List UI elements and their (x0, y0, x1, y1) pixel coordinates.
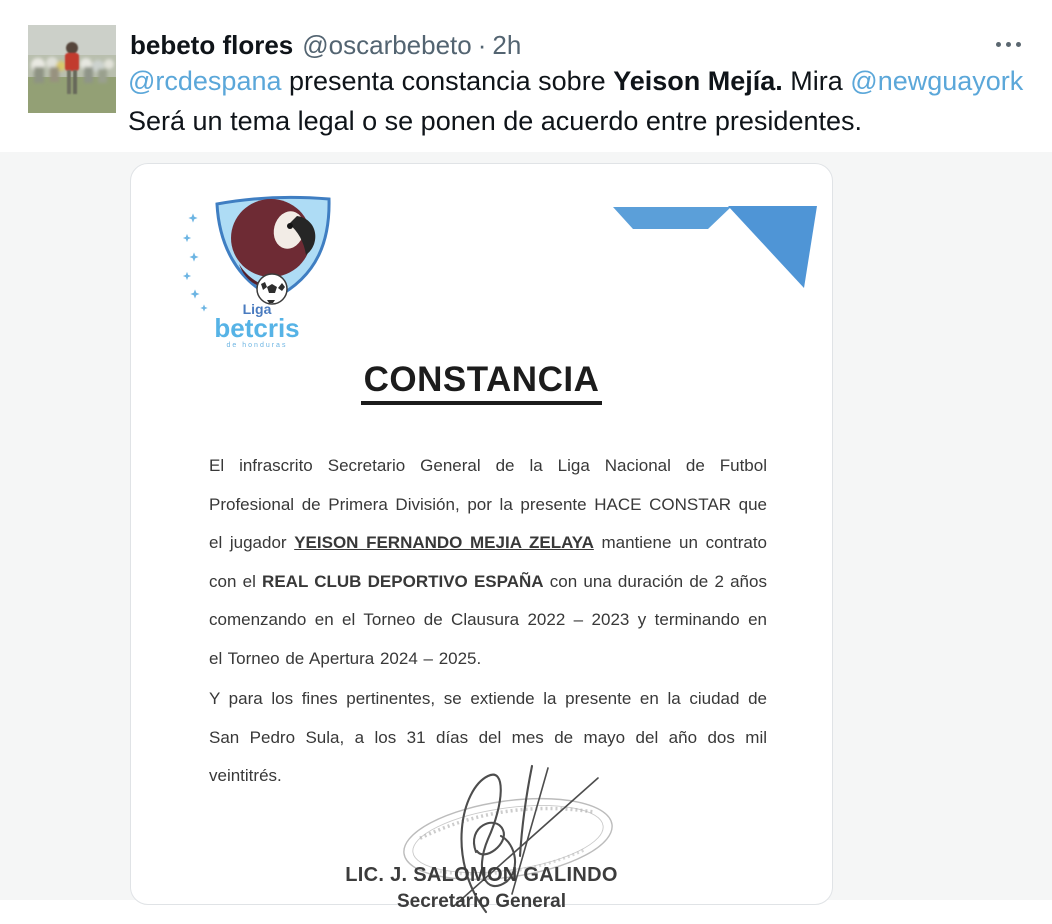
tweet-text-line (128, 62, 1043, 102)
tweet-text-segment: Yeison Mejía. (613, 66, 783, 96)
signatory-name: LIC. J. SALOMON GALINDO (345, 864, 618, 886)
tweet-text-segment: presenta constancia sobre (281, 66, 614, 96)
document-text-segment: YEISON FERNANDO MEJIA ZELAYA (294, 533, 594, 552)
document-text-segment: Y para los fines pertinentes, se extiende la presente en la ciudad de (209, 689, 767, 708)
tweet-header (130, 30, 521, 61)
document-line (209, 524, 767, 563)
more-dot-icon (1006, 42, 1011, 47)
document-line (209, 640, 767, 679)
document-line (209, 447, 767, 486)
document-text-segment: veintitrés. (209, 766, 282, 785)
document-line (209, 719, 767, 758)
document-text-segment: el Torneo de Apertura 2024 – 2025. (209, 648, 482, 668)
more-button[interactable] (992, 38, 1025, 51)
logo-text-betcris: betcris (214, 313, 300, 343)
document-paragraph (209, 447, 767, 678)
tweet-text-segment: Mira (782, 66, 851, 96)
liga-betcris-logo (179, 192, 354, 350)
more-dot-icon (1016, 42, 1021, 47)
avatar[interactable] (28, 25, 116, 113)
mention-link[interactable]: @newguayork (850, 66, 1024, 96)
document-text-segment: REAL CLUB DEPORTIVO ESPAÑA (262, 571, 544, 591)
document-text-segment: Profesional de Primera División, por la presente HACE CONSTAR que (209, 494, 767, 514)
document-title: CONSTANCIA (361, 360, 603, 405)
author-handle[interactable]: @oscarbebeto (302, 30, 472, 60)
signatory-title: Secretario General (397, 891, 566, 912)
document-text-segment: San Pedro Sula, a los 31 días del mes de mayo del año dos mil (209, 727, 767, 747)
corner-decoration (599, 202, 829, 302)
logo-text-country: de honduras (226, 342, 288, 349)
header-separator: · (477, 30, 487, 60)
document-line (209, 563, 767, 602)
tweet-text-segment: Será un tema legal o se ponen de acuerdo entre presidentes. (128, 105, 862, 136)
avatar-image (28, 25, 116, 113)
document-title-row (131, 360, 832, 400)
document-text-segment: comenzando en el Torneo de Clausura 2022 – 2023 y terminando en (209, 610, 767, 629)
logo-soccer-ball (257, 274, 287, 304)
document-line (209, 757, 767, 796)
document-line (209, 680, 767, 719)
logo-stars (183, 213, 208, 311)
document-text-segment: el jugador (209, 533, 295, 552)
document-line (209, 486, 767, 525)
document-body (209, 447, 767, 798)
author-name[interactable]: bebeto flores (130, 30, 294, 60)
attached-document-image[interactable] (130, 163, 833, 912)
more-dot-icon (996, 42, 1001, 47)
logo-text-liga: Liga (242, 301, 272, 317)
timestamp: 2h (492, 30, 522, 60)
tweet-text (128, 62, 1043, 141)
document-text-segment: El infrascrito Secretario General de la Liga Nacional de Futbol (209, 456, 767, 475)
document-line (209, 601, 767, 640)
tweet-text-line (128, 102, 1043, 142)
document-text-segment: con el (209, 571, 263, 591)
mention-link[interactable]: @rcdespana (128, 66, 282, 96)
document-paragraph (209, 680, 767, 796)
document-text-segment: mantiene un contrato (593, 533, 767, 552)
document-text-segment: con una duración de 2 años (543, 571, 767, 591)
